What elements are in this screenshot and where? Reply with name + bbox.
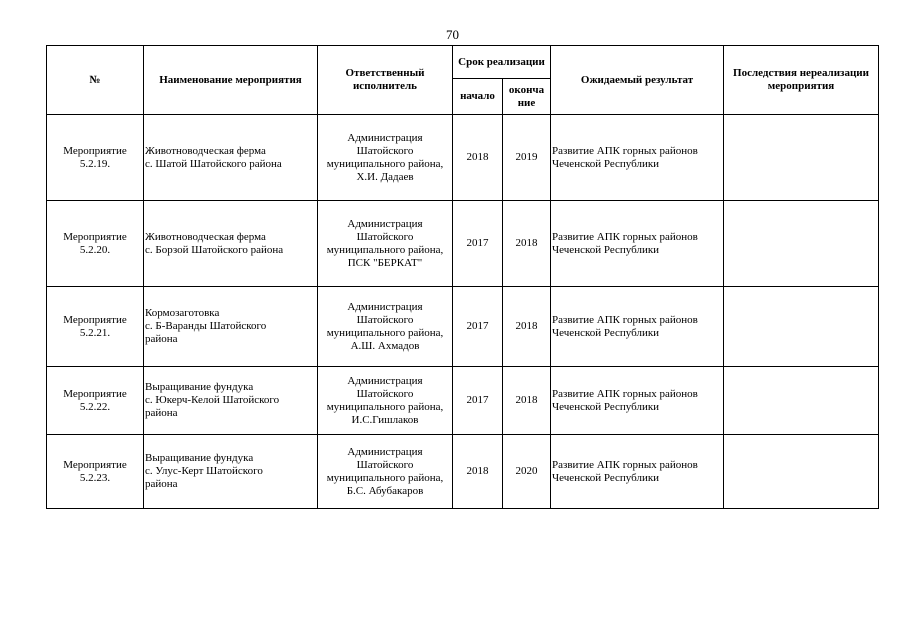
cell-executor-line: Х.И. Дадаев	[356, 170, 414, 183]
cell-start: 2017	[453, 287, 503, 367]
cell-num-line: Мероприятие	[63, 313, 127, 326]
cell-executor	[318, 435, 453, 509]
cell-start: 2018	[453, 115, 503, 201]
cell-result-line: Развитие АПК горных районов	[552, 313, 698, 326]
cell-result-line: Развитие АПК горных районов	[552, 144, 698, 157]
cell-executor-line: Шатойского	[356, 144, 414, 157]
cell-num-line: 5.2.23.	[79, 471, 111, 484]
header-executor: Ответственный исполнитель	[318, 46, 453, 115]
cell-name-line: с. Юкерч-Келой Шатойского	[145, 394, 280, 406]
cell-end: 2018	[503, 201, 551, 287]
cell-result	[551, 367, 724, 435]
table-row	[47, 287, 879, 367]
cell-executor-line: муниципального района,	[326, 243, 444, 256]
cell-name-line: с. Б-Варанды Шатойского	[145, 320, 267, 332]
header-name: Наименование мероприятия	[144, 46, 318, 115]
cell-name-line: Выращивание фундука	[145, 452, 254, 464]
cell-result-line: Развитие АПК горных районов	[552, 458, 698, 471]
header-consequence: Последствия нереализации мероприятия	[724, 46, 879, 115]
cell-executor-line: муниципального района,	[326, 157, 444, 170]
cell-name-line: Животноводческая ферма	[145, 230, 266, 243]
cell-result	[551, 435, 724, 509]
cell-executor	[318, 367, 453, 435]
table-row	[47, 115, 879, 201]
header-term: Срок реализации	[453, 46, 551, 79]
cell-end: 2018	[503, 287, 551, 367]
cell-start: 2018	[453, 435, 503, 509]
cell-executor-line: муниципального района,	[326, 326, 444, 339]
cell-executor-line: Шатойского	[356, 313, 414, 326]
header-result: Ожидаемый результат	[551, 46, 724, 115]
cell-name	[144, 287, 318, 367]
cell-end: 2020	[503, 435, 551, 509]
cell-consequence	[724, 115, 879, 201]
cell-consequence	[724, 367, 879, 435]
cell-executor-line: Администрация	[347, 374, 423, 387]
cell-num	[47, 115, 144, 201]
cell-name-line: Выращивание фундука	[145, 381, 254, 393]
cell-executor-line: Б.С. Абубакаров	[346, 484, 424, 497]
cell-consequence	[724, 435, 879, 509]
header-num: №	[47, 46, 144, 115]
cell-num	[47, 287, 144, 367]
cell-start: 2017	[453, 367, 503, 435]
cell-num-line: Мероприятие	[63, 387, 127, 400]
cell-executor-line: Шатойского	[356, 458, 414, 471]
cell-executor-line: Шатойского	[356, 387, 414, 400]
page-number: 70	[446, 27, 459, 42]
cell-result-line: Развитие АПК горных районов	[552, 230, 698, 243]
cell-num-line: 5.2.21.	[79, 326, 111, 339]
cell-result	[551, 287, 724, 367]
table-row	[47, 435, 879, 509]
cell-executor	[318, 287, 453, 367]
header-start: начало	[453, 79, 503, 115]
cell-executor-line: Шатойского	[356, 230, 414, 243]
cell-num	[47, 367, 144, 435]
cell-start: 2017	[453, 201, 503, 287]
cell-num-line: Мероприятие	[63, 144, 127, 157]
cell-executor-line: муниципального района,	[326, 400, 444, 413]
cell-executor-line: ПСК "БЕРКАТ"	[347, 256, 423, 269]
cell-result-line: Чеченской Республики	[552, 157, 660, 170]
cell-name-line: Животноводческая ферма	[145, 144, 266, 157]
cell-executor-line: Администрация	[347, 445, 423, 458]
cell-name	[144, 115, 318, 201]
cell-result-line: Чеченской Республики	[552, 471, 660, 484]
cell-name	[144, 201, 318, 287]
cell-num-line: 5.2.22.	[79, 400, 111, 413]
cell-name-line: с. Шатой Шатойского района	[145, 157, 282, 170]
cell-num-line: Мероприятие	[63, 230, 127, 243]
cell-name-line: с. Борзой Шатойского района	[145, 243, 284, 256]
cell-end: 2018	[503, 367, 551, 435]
cell-executor	[318, 115, 453, 201]
cell-name-line: с. Улус-Керт Шатойского	[145, 465, 263, 477]
cell-num	[47, 435, 144, 509]
cell-executor-line: И.С.Гишлаков	[351, 413, 419, 426]
cell-name-line: Кормозаготовка	[145, 307, 220, 319]
cell-result-line: Чеченской Республики	[552, 326, 660, 339]
cell-result	[551, 201, 724, 287]
cell-executor-line: Администрация	[347, 217, 423, 230]
cell-executor-line: А.Ш. Ахмадов	[350, 339, 420, 352]
cell-executor-line: Администрация	[347, 300, 423, 313]
cell-name-line: района	[145, 333, 178, 345]
cell-name	[144, 435, 318, 509]
cell-name-line: района	[145, 407, 178, 419]
cell-result-line: Развитие АПК горных районов	[552, 387, 698, 400]
cell-executor-line: муниципального района,	[326, 471, 444, 484]
cell-executor-line: Администрация	[347, 131, 423, 144]
cell-name	[144, 367, 318, 435]
cell-num-line: 5.2.19.	[79, 157, 111, 170]
table-header	[47, 46, 879, 115]
table-row	[47, 201, 879, 287]
cell-end: 2019	[503, 115, 551, 201]
measures-table	[46, 45, 879, 509]
cell-executor	[318, 201, 453, 287]
table-row	[47, 367, 879, 435]
table-body	[47, 115, 879, 509]
cell-result-line: Чеченской Республики	[552, 243, 660, 256]
cell-num-line: Мероприятие	[63, 458, 127, 471]
cell-consequence	[724, 287, 879, 367]
cell-result	[551, 115, 724, 201]
cell-name-line: района	[145, 478, 178, 490]
cell-result-line: Чеченской Республики	[552, 400, 660, 413]
cell-num-line: 5.2.20.	[79, 243, 111, 256]
header-end: оконча ние	[503, 79, 551, 115]
cell-num	[47, 201, 144, 287]
cell-consequence	[724, 201, 879, 287]
